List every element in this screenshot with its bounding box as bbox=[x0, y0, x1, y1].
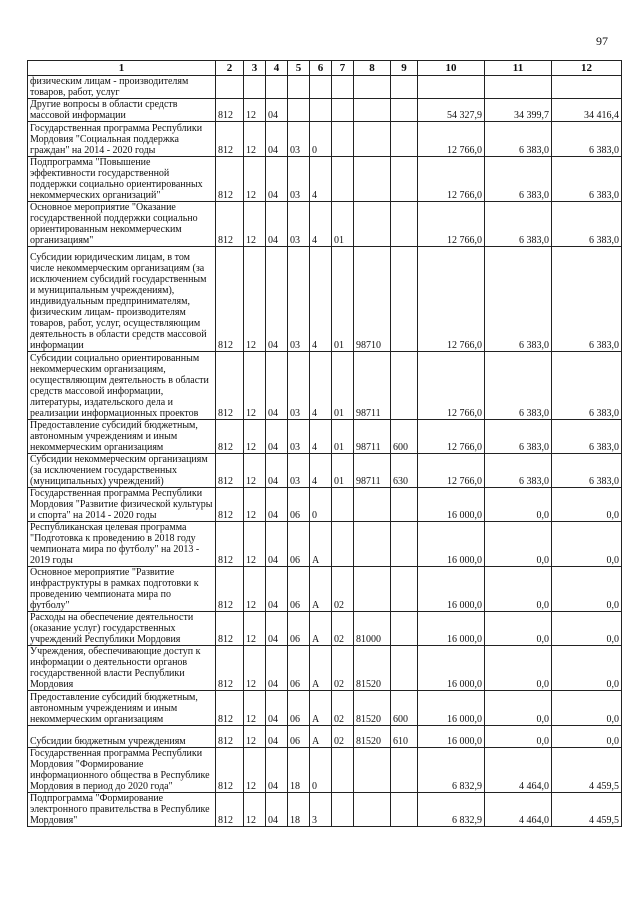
row-amount-2: 0,0 bbox=[485, 726, 552, 748]
row-section: 12 bbox=[244, 793, 266, 827]
row-amount-3: 0,0 bbox=[552, 488, 622, 522]
row-subsection: 04 bbox=[266, 122, 288, 157]
row-expense-type bbox=[391, 99, 418, 122]
row-program: 03 bbox=[288, 202, 310, 247]
row-amount-3: 6 383,0 bbox=[552, 202, 622, 247]
row-expense-type bbox=[391, 612, 418, 646]
row-amount-1: 12 766,0 bbox=[418, 352, 485, 420]
row-section bbox=[244, 76, 266, 99]
col-header-5: 5 bbox=[288, 61, 310, 76]
row-subsection: 04 bbox=[266, 793, 288, 827]
row-direction: 98710 bbox=[354, 247, 391, 352]
row-amount-1: 16 000,0 bbox=[418, 567, 485, 612]
row-ministry: 812 bbox=[216, 522, 244, 567]
row-amount-1: 16 000,0 bbox=[418, 646, 485, 691]
row-subprogram: 4 bbox=[310, 454, 332, 488]
row-name: Расходы на обеспечение деятельности (оказание услуг) государственных учреждений Республики Мордовия bbox=[28, 612, 216, 646]
row-event: 02 bbox=[332, 612, 354, 646]
row-name: Государственная программа Республики Мордовия "Формирование информационного общества в Республике Мордовия в период до 2020 года" bbox=[28, 748, 216, 793]
row-subprogram: 0 bbox=[310, 748, 332, 793]
row-subprogram: 4 bbox=[310, 202, 332, 247]
row-amount-1: 16 000,0 bbox=[418, 612, 485, 646]
row-subsection: 04 bbox=[266, 748, 288, 793]
row-program: 03 bbox=[288, 157, 310, 202]
row-amount-2: 4 464,0 bbox=[485, 793, 552, 827]
row-amount-3: 6 383,0 bbox=[552, 157, 622, 202]
row-section: 12 bbox=[244, 567, 266, 612]
row-name: физическим лицам - производителям товаров, работ, услуг bbox=[28, 76, 216, 99]
row-amount-2: 0,0 bbox=[485, 567, 552, 612]
row-direction bbox=[354, 76, 391, 99]
row-event bbox=[332, 157, 354, 202]
row-amount-3: 0,0 bbox=[552, 522, 622, 567]
row-amount-2 bbox=[485, 76, 552, 99]
row-subprogram: 4 bbox=[310, 247, 332, 352]
row-section: 12 bbox=[244, 488, 266, 522]
row-subsection: 04 bbox=[266, 420, 288, 454]
row-amount-3: 4 459,5 bbox=[552, 748, 622, 793]
row-name: Другие вопросы в области средств массовой информации bbox=[28, 99, 216, 122]
table-row bbox=[28, 567, 622, 612]
row-program: 03 bbox=[288, 122, 310, 157]
row-direction: 81000 bbox=[354, 612, 391, 646]
row-event bbox=[332, 522, 354, 567]
row-amount-1: 12 766,0 bbox=[418, 247, 485, 352]
row-name: Субсидии юридическим лицам, в том числе некоммерческим организациям (за исключением субсидий государственным и муниципальным учреждениям), индивидуальным предпринимателям, физическим лицам- производителям товаров, работ, услуг, осуществляющим деятельность в области средств массовой информации bbox=[28, 247, 216, 352]
row-section: 12 bbox=[244, 646, 266, 691]
row-event bbox=[332, 99, 354, 122]
row-program: 06 bbox=[288, 567, 310, 612]
row-amount-1: 16 000,0 bbox=[418, 522, 485, 567]
table-row bbox=[28, 726, 622, 748]
row-ministry: 812 bbox=[216, 420, 244, 454]
row-direction bbox=[354, 488, 391, 522]
row-ministry bbox=[216, 76, 244, 99]
row-amount-3: 0,0 bbox=[552, 646, 622, 691]
row-ministry: 812 bbox=[216, 157, 244, 202]
row-amount-1: 12 766,0 bbox=[418, 454, 485, 488]
col-header-1: 1 bbox=[28, 61, 216, 76]
table-row bbox=[28, 202, 622, 247]
col-header-7: 7 bbox=[332, 61, 354, 76]
row-subprogram: 4 bbox=[310, 157, 332, 202]
row-section: 12 bbox=[244, 691, 266, 726]
row-amount-3: 0,0 bbox=[552, 567, 622, 612]
row-amount-3: 4 459,5 bbox=[552, 793, 622, 827]
row-expense-type: 600 bbox=[391, 691, 418, 726]
row-subprogram: 4 bbox=[310, 352, 332, 420]
row-name: Субсидии бюджетным учреждениям bbox=[28, 726, 216, 748]
row-event: 01 bbox=[332, 352, 354, 420]
row-name: Субсидии социально ориентированным некоммерческим организациям, осуществляющим деятельность в области средств массовой информации, литературы, издательского дела и реализации информационных проектов bbox=[28, 352, 216, 420]
table-row bbox=[28, 76, 622, 99]
row-expense-type bbox=[391, 76, 418, 99]
table-row bbox=[28, 454, 622, 488]
row-expense-type bbox=[391, 247, 418, 352]
table-row bbox=[28, 691, 622, 726]
row-program: 18 bbox=[288, 793, 310, 827]
row-ministry: 812 bbox=[216, 99, 244, 122]
row-section: 12 bbox=[244, 748, 266, 793]
row-subsection: 04 bbox=[266, 522, 288, 567]
row-ministry: 812 bbox=[216, 122, 244, 157]
row-subprogram: 0 bbox=[310, 122, 332, 157]
row-expense-type: 630 bbox=[391, 454, 418, 488]
row-name: Основное мероприятие "Оказание государственной поддержки социально ориентированным некоммерческим организациям" bbox=[28, 202, 216, 247]
row-subsection: 04 bbox=[266, 726, 288, 748]
col-header-3: 3 bbox=[244, 61, 266, 76]
row-amount-3: 0,0 bbox=[552, 726, 622, 748]
row-amount-3: 6 383,0 bbox=[552, 454, 622, 488]
row-section: 12 bbox=[244, 522, 266, 567]
row-subsection: 04 bbox=[266, 352, 288, 420]
row-section: 12 bbox=[244, 454, 266, 488]
row-subprogram: А bbox=[310, 726, 332, 748]
row-program bbox=[288, 99, 310, 122]
row-amount-2: 6 383,0 bbox=[485, 454, 552, 488]
table-header-row bbox=[28, 61, 622, 76]
row-subsection: 04 bbox=[266, 99, 288, 122]
row-program: 06 bbox=[288, 691, 310, 726]
row-expense-type bbox=[391, 567, 418, 612]
row-amount-2: 6 383,0 bbox=[485, 202, 552, 247]
row-amount-3: 6 383,0 bbox=[552, 352, 622, 420]
row-amount-3: 6 383,0 bbox=[552, 420, 622, 454]
col-header-11: 11 bbox=[485, 61, 552, 76]
row-amount-2: 0,0 bbox=[485, 646, 552, 691]
row-name: Предоставление субсидий бюджетным, автономным учреждениям и иным некоммерческим организациям bbox=[28, 420, 216, 454]
row-amount-2: 0,0 bbox=[485, 691, 552, 726]
row-program: 03 bbox=[288, 454, 310, 488]
row-amount-1: 16 000,0 bbox=[418, 726, 485, 748]
row-subprogram: 0 bbox=[310, 488, 332, 522]
row-amount-3 bbox=[552, 76, 622, 99]
row-amount-3: 0,0 bbox=[552, 612, 622, 646]
col-header-10: 10 bbox=[418, 61, 485, 76]
row-direction: 81520 bbox=[354, 691, 391, 726]
row-section: 12 bbox=[244, 420, 266, 454]
row-name: Государственная программа Республики Мордовия "Социальная поддержка граждан" на 2014 - 2020 годы bbox=[28, 122, 216, 157]
row-expense-type bbox=[391, 646, 418, 691]
table-row bbox=[28, 99, 622, 122]
row-direction bbox=[354, 157, 391, 202]
row-section: 12 bbox=[244, 202, 266, 247]
row-section: 12 bbox=[244, 612, 266, 646]
row-name: Подпрограмма "Повышение эффективности государственной поддержки социально ориентированных некоммерческих организаций" bbox=[28, 157, 216, 202]
row-amount-3: 34 416,4 bbox=[552, 99, 622, 122]
row-subprogram: 4 bbox=[310, 420, 332, 454]
row-subsection: 04 bbox=[266, 488, 288, 522]
row-subsection: 04 bbox=[266, 247, 288, 352]
row-event: 01 bbox=[332, 247, 354, 352]
row-amount-1: 12 766,0 bbox=[418, 202, 485, 247]
table-row bbox=[28, 612, 622, 646]
row-ministry: 812 bbox=[216, 793, 244, 827]
row-direction bbox=[354, 748, 391, 793]
row-direction bbox=[354, 522, 391, 567]
row-expense-type bbox=[391, 748, 418, 793]
row-expense-type bbox=[391, 202, 418, 247]
row-ministry: 812 bbox=[216, 691, 244, 726]
row-ministry: 812 bbox=[216, 726, 244, 748]
row-amount-2: 0,0 bbox=[485, 488, 552, 522]
row-name: Подпрограмма "Формирование электронного правительства в Республике Мордовия" bbox=[28, 793, 216, 827]
row-subprogram: А bbox=[310, 612, 332, 646]
row-expense-type bbox=[391, 122, 418, 157]
table-row bbox=[28, 793, 622, 827]
row-direction bbox=[354, 122, 391, 157]
row-program: 03 bbox=[288, 352, 310, 420]
row-amount-1: 12 766,0 bbox=[418, 122, 485, 157]
table-row bbox=[28, 157, 622, 202]
row-direction bbox=[354, 99, 391, 122]
col-header-6: 6 bbox=[310, 61, 332, 76]
row-expense-type bbox=[391, 157, 418, 202]
row-event: 02 bbox=[332, 691, 354, 726]
row-subprogram: 3 bbox=[310, 793, 332, 827]
row-subsection: 04 bbox=[266, 454, 288, 488]
row-direction: 98711 bbox=[354, 420, 391, 454]
col-header-8: 8 bbox=[354, 61, 391, 76]
row-ministry: 812 bbox=[216, 247, 244, 352]
budget-table bbox=[27, 60, 622, 827]
row-amount-2: 6 383,0 bbox=[485, 157, 552, 202]
col-header-12: 12 bbox=[552, 61, 622, 76]
row-direction: 98711 bbox=[354, 352, 391, 420]
row-event: 01 bbox=[332, 454, 354, 488]
row-event bbox=[332, 793, 354, 827]
row-section: 12 bbox=[244, 99, 266, 122]
table-row bbox=[28, 420, 622, 454]
row-program: 06 bbox=[288, 522, 310, 567]
col-header-4: 4 bbox=[266, 61, 288, 76]
row-section: 12 bbox=[244, 726, 266, 748]
row-amount-1: 54 327,9 bbox=[418, 99, 485, 122]
table-row bbox=[28, 247, 622, 352]
row-expense-type: 600 bbox=[391, 420, 418, 454]
row-name: Государственная программа Республики Мордовия "Развитие физической культуры и спорта" на 2014 - 2020 годы bbox=[28, 488, 216, 522]
row-expense-type bbox=[391, 488, 418, 522]
table-row bbox=[28, 488, 622, 522]
row-amount-2: 6 383,0 bbox=[485, 420, 552, 454]
row-amount-2: 34 399,7 bbox=[485, 99, 552, 122]
row-subsection: 04 bbox=[266, 646, 288, 691]
row-name: Основное мероприятие "Развитие инфраструктуры в рамках подготовки к проведению чемпионата мира по футболу" bbox=[28, 567, 216, 612]
row-subprogram: А bbox=[310, 691, 332, 726]
row-program: 06 bbox=[288, 488, 310, 522]
row-amount-3: 6 383,0 bbox=[552, 122, 622, 157]
row-ministry: 812 bbox=[216, 748, 244, 793]
row-subsection: 04 bbox=[266, 612, 288, 646]
page-number: 97 bbox=[596, 34, 608, 48]
row-amount-2: 0,0 bbox=[485, 612, 552, 646]
row-subsection: 04 bbox=[266, 691, 288, 726]
row-subsection: 04 bbox=[266, 157, 288, 202]
row-expense-type bbox=[391, 522, 418, 567]
row-ministry: 812 bbox=[216, 352, 244, 420]
row-program: 03 bbox=[288, 247, 310, 352]
row-subprogram: А bbox=[310, 522, 332, 567]
table-row bbox=[28, 646, 622, 691]
row-amount-3: 6 383,0 bbox=[552, 247, 622, 352]
row-amount-1: 12 766,0 bbox=[418, 157, 485, 202]
row-event bbox=[332, 748, 354, 793]
row-program: 06 bbox=[288, 646, 310, 691]
table-row bbox=[28, 122, 622, 157]
row-expense-type bbox=[391, 352, 418, 420]
row-direction: 81520 bbox=[354, 646, 391, 691]
row-ministry: 812 bbox=[216, 646, 244, 691]
row-program: 18 bbox=[288, 748, 310, 793]
row-event bbox=[332, 488, 354, 522]
row-amount-1: 12 766,0 bbox=[418, 420, 485, 454]
row-section: 12 bbox=[244, 352, 266, 420]
row-name: Предоставление субсидий бюджетным, автономным учреждениям и иным некоммерческим организациям bbox=[28, 691, 216, 726]
row-amount-2: 4 464,0 bbox=[485, 748, 552, 793]
row-direction bbox=[354, 567, 391, 612]
row-amount-3: 0,0 bbox=[552, 691, 622, 726]
row-subsection: 04 bbox=[266, 567, 288, 612]
row-direction bbox=[354, 202, 391, 247]
row-expense-type bbox=[391, 793, 418, 827]
table-row bbox=[28, 352, 622, 420]
col-header-2: 2 bbox=[216, 61, 244, 76]
row-section: 12 bbox=[244, 122, 266, 157]
row-program: 06 bbox=[288, 726, 310, 748]
row-amount-2: 0,0 bbox=[485, 522, 552, 567]
row-subsection: 04 bbox=[266, 202, 288, 247]
row-event bbox=[332, 122, 354, 157]
table-row bbox=[28, 748, 622, 793]
row-event bbox=[332, 76, 354, 99]
row-expense-type: 610 bbox=[391, 726, 418, 748]
row-amount-1: 16 000,0 bbox=[418, 488, 485, 522]
row-subsection bbox=[266, 76, 288, 99]
table-row bbox=[28, 522, 622, 567]
row-subprogram bbox=[310, 76, 332, 99]
row-event: 02 bbox=[332, 567, 354, 612]
row-amount-1: 16 000,0 bbox=[418, 691, 485, 726]
row-ministry: 812 bbox=[216, 612, 244, 646]
row-amount-1: 6 832,9 bbox=[418, 748, 485, 793]
row-amount-1: 6 832,9 bbox=[418, 793, 485, 827]
row-event: 01 bbox=[332, 420, 354, 454]
row-ministry: 812 bbox=[216, 567, 244, 612]
row-program bbox=[288, 76, 310, 99]
row-amount-2: 6 383,0 bbox=[485, 352, 552, 420]
row-program: 06 bbox=[288, 612, 310, 646]
col-header-9: 9 bbox=[391, 61, 418, 76]
row-ministry: 812 bbox=[216, 454, 244, 488]
row-amount-2: 6 383,0 bbox=[485, 122, 552, 157]
row-event: 01 bbox=[332, 202, 354, 247]
row-name: Учреждения, обеспечивающие доступ к информации о деятельности органов государственной власти Республики Мордовия bbox=[28, 646, 216, 691]
row-direction bbox=[354, 793, 391, 827]
row-section: 12 bbox=[244, 247, 266, 352]
row-direction: 81520 bbox=[354, 726, 391, 748]
row-subprogram bbox=[310, 99, 332, 122]
row-amount-1 bbox=[418, 76, 485, 99]
row-subprogram: А bbox=[310, 567, 332, 612]
row-name: Субсидии некоммерческим организациям (за исключением государственных (муниципальных) учреждений) bbox=[28, 454, 216, 488]
row-program: 03 bbox=[288, 420, 310, 454]
row-section: 12 bbox=[244, 157, 266, 202]
row-ministry: 812 bbox=[216, 488, 244, 522]
row-name: Республиканская целевая программа "Подготовка к проведению в 2018 году чемпионата мира по футболу" на 2013 - 2019 годы bbox=[28, 522, 216, 567]
row-event: 02 bbox=[332, 646, 354, 691]
row-subprogram: А bbox=[310, 646, 332, 691]
row-amount-2: 6 383,0 bbox=[485, 247, 552, 352]
row-direction: 98711 bbox=[354, 454, 391, 488]
row-event: 02 bbox=[332, 726, 354, 748]
row-ministry: 812 bbox=[216, 202, 244, 247]
